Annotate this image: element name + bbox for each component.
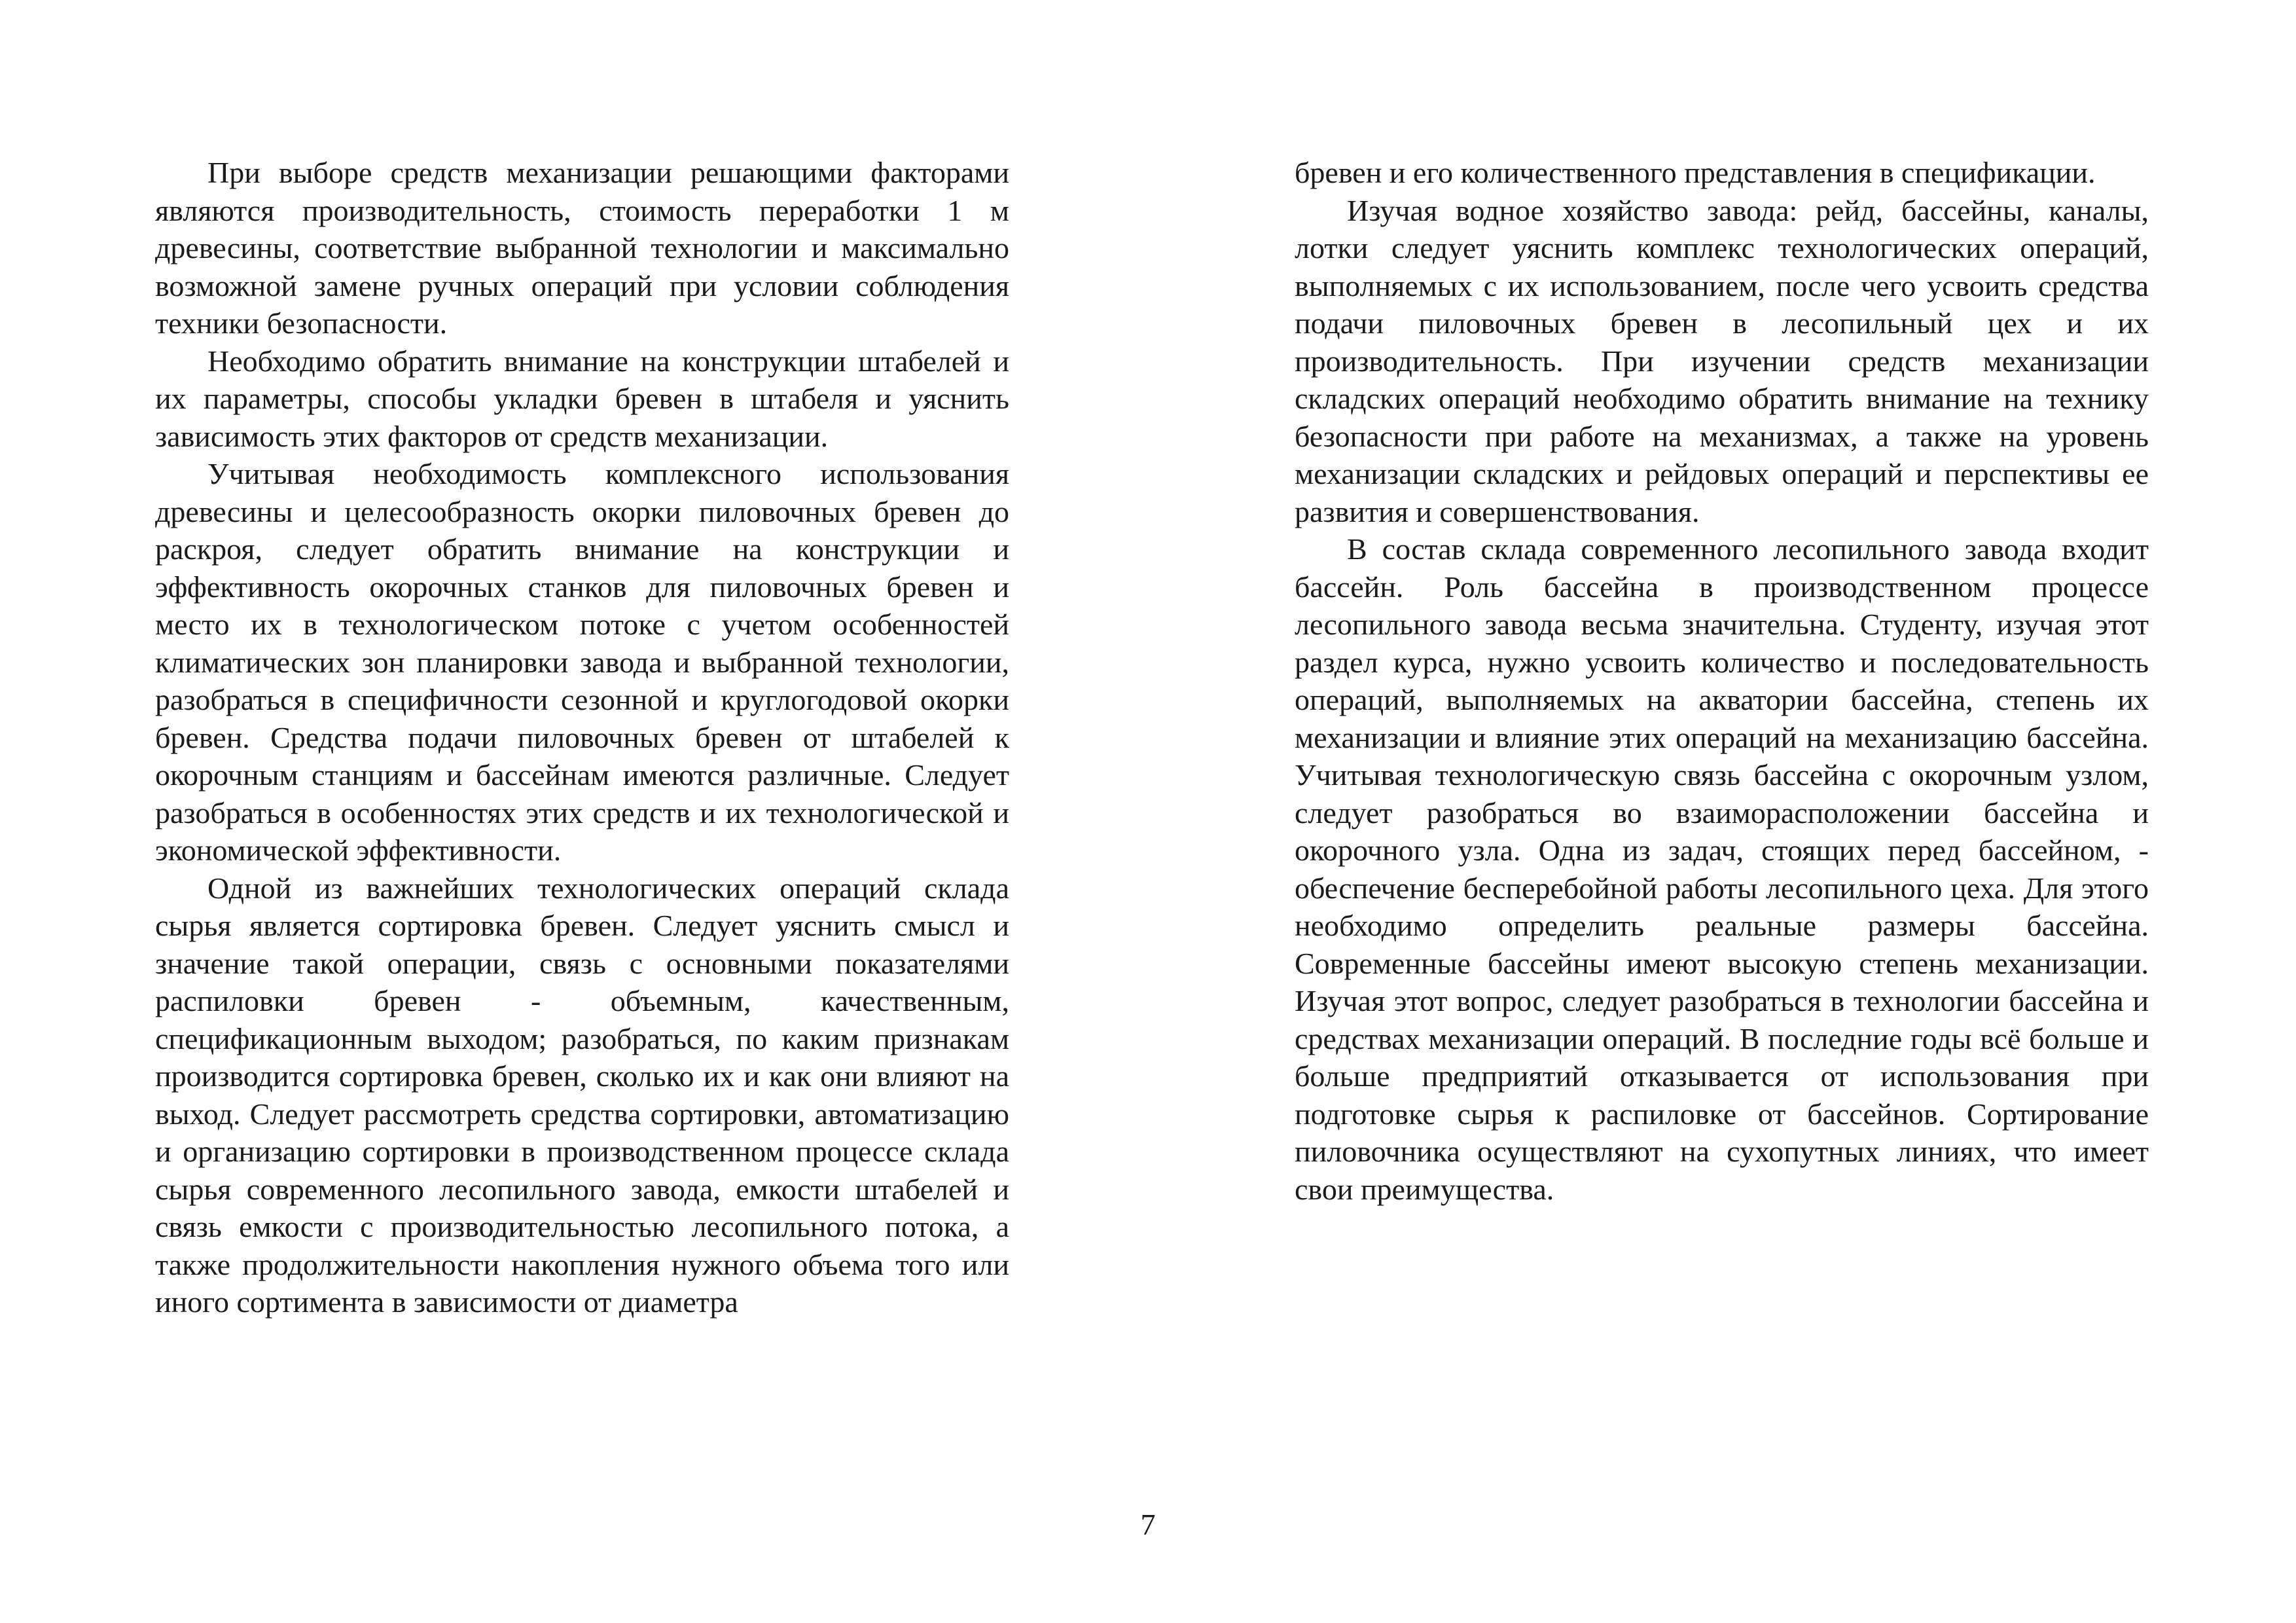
paragraph: Изучая водное хозяйство завода: рейд, бассейны, каналы, лотки следует уяснить комплекс технологических операций, выполняемых с их использованием, после чего усвоить средства подачи пиловочных бревен в лесопильный цех и их производительность. При изучении средств механизации складских операций необходимо обратить внимание на технику безопасности при работе на механизмах, а также на уровень механизации складских и рейдовых операций и перспективы ее развития и совершенствования. <box>1295 193 2149 528</box>
paragraph: В состав склада современного лесопильного завода входит бассейн. Роль бассейна в производственном процессе лесопильного завода весьма значительна. Студенту, изучая этот раздел курса, нужно усвоить количество и последовательность операций, выполняемых на акватории бассейна, степень их механизации и влияние этих операций на механизацию бассейна. Учитывая технологическую связь бассейна с окорочным узлом, следует разобраться во взаиморасположении бассейна и окорочного узла. Одна из задач, стоящих перед бассейном, - обеспечение бесперебойной работы лесопильного цеха. Для этого необходимо определить реальные размеры бассейна. Современные бассейны имеют высокую степень механизации. Изучая этот вопрос, следует разобраться в технологии бассейна и средствах механизации операций. В последние годы всё больше и больше предприятий отказывается от использования при подготовке сырья к распиловке от бассейнов. Сортирование пиловочника осуществляют на сухопутных линиях, что имеет свои преимущества. <box>1295 532 2149 1206</box>
right-text-column <box>1295 154 2149 1208</box>
paragraph: Необходимо обратить внимание на конструкции штабелей и их параметры, способы укладки бревен в штабеля и уяснить зависимость этих факторов от средств механизации. <box>155 344 1009 453</box>
left-text-column <box>155 154 1009 1321</box>
paragraph: Учитывая необходимость комплексного использования древесины и целесообразность окорки пиловочных бревен до раскроя, следует обратить внимание на конструкции и эффективность окорочных станков для пиловочных бревен и место их в технологическом потоке с учетом особенностей климатических зон планировки завода и выбранной технологии, разобраться в специфичности сезонной и круглогодовой окорки бревен. Средства подачи пиловочных бревен от штабелей к окорочным станциям и бассейнам имеются различные. Следует разобраться в особенностях этих средств и их технологической и экономической эффективности. <box>155 457 1009 867</box>
paragraph: При выборе средств механизации решающими факторами являются производительность, стоимость переработки 1 м древесины, соответствие выбранной технологии и максимально возможной замене ручных операций при условии соблюдения техники безопасности. <box>155 156 1009 340</box>
paragraph-continuation: бревен и его количественного представления в спецификации. <box>1295 156 2096 189</box>
paragraph: Одной из важнейших технологических операций склада сырья является сортировка бревен. Следует уяснить смысл и значение такой операции, связь с основными показателями распиловки бревен - объемным, качественным, спецификационным выходом; разобраться, по каким признакам производится сортировка бревен, сколько их и как они влияют на выход. Следует рассмотреть средства сортировки, автоматизацию и организацию сортировки в производственном процессе склада сырья современного лесопильного завода, емкости штабелей и связь емкости с производительностью лесопильного потока, а также продолжительности накопления нужного объема того или иного сортимента в зависимости от диаметра <box>155 871 1009 1319</box>
page-number: 7 <box>1140 1508 1156 1541</box>
